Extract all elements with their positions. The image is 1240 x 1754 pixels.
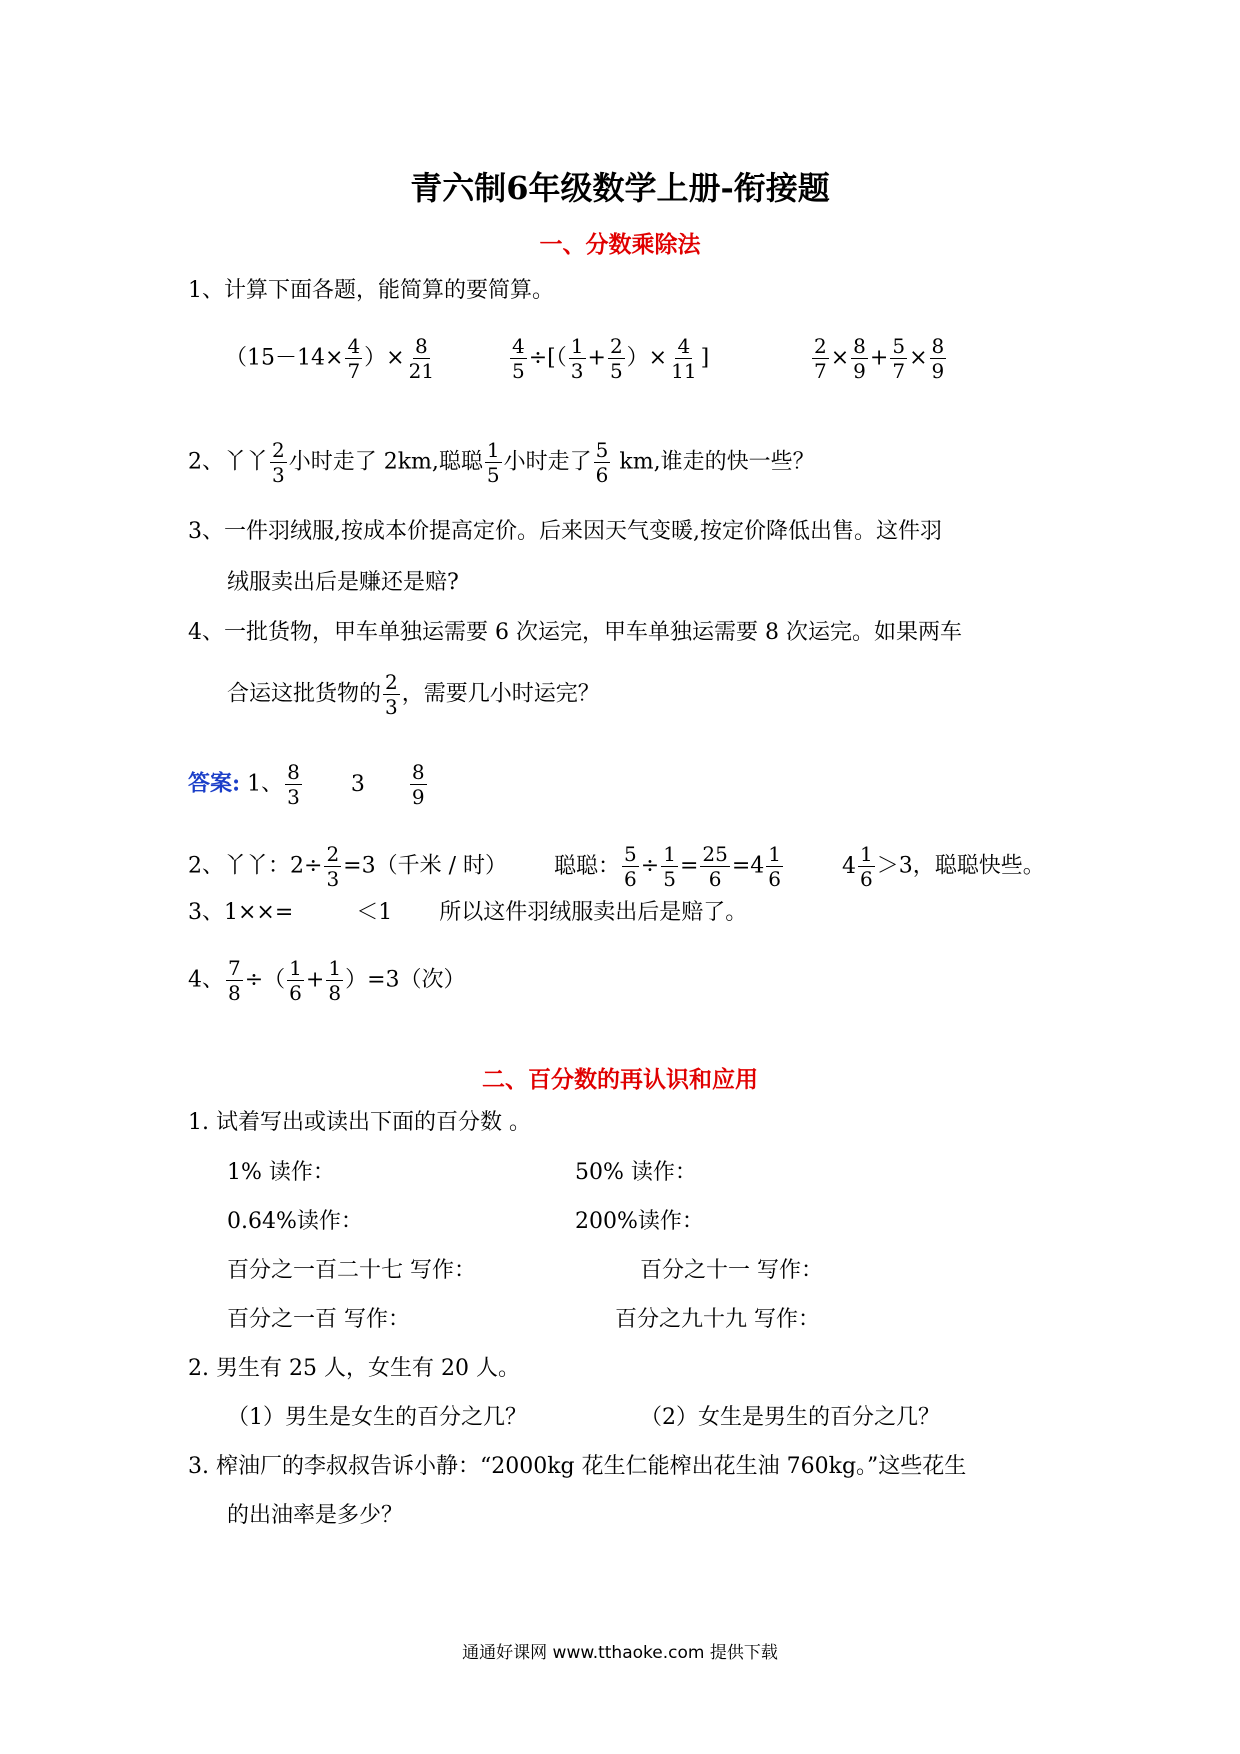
page-footer: 通通好课网 www.tthaoke.com 提供下载 xyxy=(462,1643,778,1663)
answer-4: 4、 $\frac{7}{8}$ ÷（ $\frac{1}{6}$ + $\frac{1}{8}$ ）=3（次） xyxy=(188,956,466,1005)
question-1-text: 1、计算下面各题，能简算的要简算。 xyxy=(188,278,554,303)
expression-3: $\frac{2}{7}$ × $\frac{8}{9}$ + $\frac{5}{7}$ × $\frac{8}{9}$ xyxy=(814,334,945,383)
s2-question-2-part-1: （1）男生是女生的百分之几？ xyxy=(227,1405,527,1430)
write-item-4: 百分之九十九 写作： xyxy=(615,1307,820,1332)
write-item-3: 百分之一百 写作： xyxy=(227,1307,410,1332)
s2-question-3-line-1: 3. 榨油厂的李叔叔告诉小静：“2000kg 花生仁能榨出花生油 760kg。”这些花生 xyxy=(188,1454,967,1479)
section-heading-2: 二、百分数的再认识和应用 xyxy=(482,1066,758,1093)
read-item-1: 1% 读作： xyxy=(227,1160,335,1185)
expression-2: $\frac{4}{5}$ ÷[（ $\frac{1}{3}$ + $\frac{2}{5}$ ）× $\frac{4}{11}$ ] xyxy=(512,334,710,383)
s2-question-3-line-2: 的出油率是多少？ xyxy=(227,1503,404,1528)
question-4-line-1: 4、一批货物，甲车单独运需要 6 次运完，甲车单独运需要 8 次运完。如果两车 xyxy=(188,620,962,645)
answer-label: 答案: xyxy=(188,770,241,797)
question-3-line-1: 3、一件羽绒服,按成本价提高定价。后来因天气变暖,按定价降低出售。这件羽 xyxy=(188,519,942,544)
s2-question-1-text: 1. 试着写出或读出下面的百分数 。 xyxy=(188,1110,531,1135)
answer-2: 2、丫丫：2÷ $\frac{2}{3}$ =3（千米 / 时） 聪聪： $\frac{5}{6}$ ÷ $\frac{1}{5}$ = $\frac{25}{6}$ =4 $\frac{1}{6}$ 4 $\frac{1}{6}$ ＞3，聪聪快些。 xyxy=(188,842,1045,891)
section-heading-1: 一、分数乘除法 xyxy=(539,231,701,258)
question-4-line-2: 合运这批货物的 $\frac{2}{3}$ ，需要几小时运完？ xyxy=(227,670,600,719)
read-item-2: 50% 读作： xyxy=(575,1160,697,1185)
read-item-4: 200%读作： xyxy=(575,1209,704,1234)
question-2: 2、丫丫 $\frac{2}{3}$ 小时走了 2km,聪聪 $\frac{1}{5}$ 小时走了 $\frac{5}{6}$ km,谁走的快一些？ xyxy=(188,438,815,487)
answer-3: 3、1××= ＜1 所以这件羽绒服卖出后是赔了。 xyxy=(188,900,748,925)
answer-1: 答案: 1、 $\frac{8}{3}$ 3 $\frac{8}{9}$ xyxy=(188,760,425,809)
write-item-2: 百分之十一 写作： xyxy=(640,1258,823,1283)
s2-question-2-text: 2. 男生有 25 人，女生有 20 人。 xyxy=(188,1356,520,1381)
s2-question-2-part-2: （2）女生是男生的百分之几？ xyxy=(640,1405,940,1430)
expression-1: （15－14× $\frac{4}{7}$ ）× $\frac{8}{21}$ xyxy=(225,334,435,383)
write-item-1: 百分之一百二十七 写作： xyxy=(227,1258,476,1283)
read-item-3: 0.64%读作： xyxy=(227,1209,363,1234)
page-title: 青六制6年级数学上册-衔接题 xyxy=(410,169,830,207)
question-3-line-2: 绒服卖出后是赚还是赔? xyxy=(227,570,459,595)
